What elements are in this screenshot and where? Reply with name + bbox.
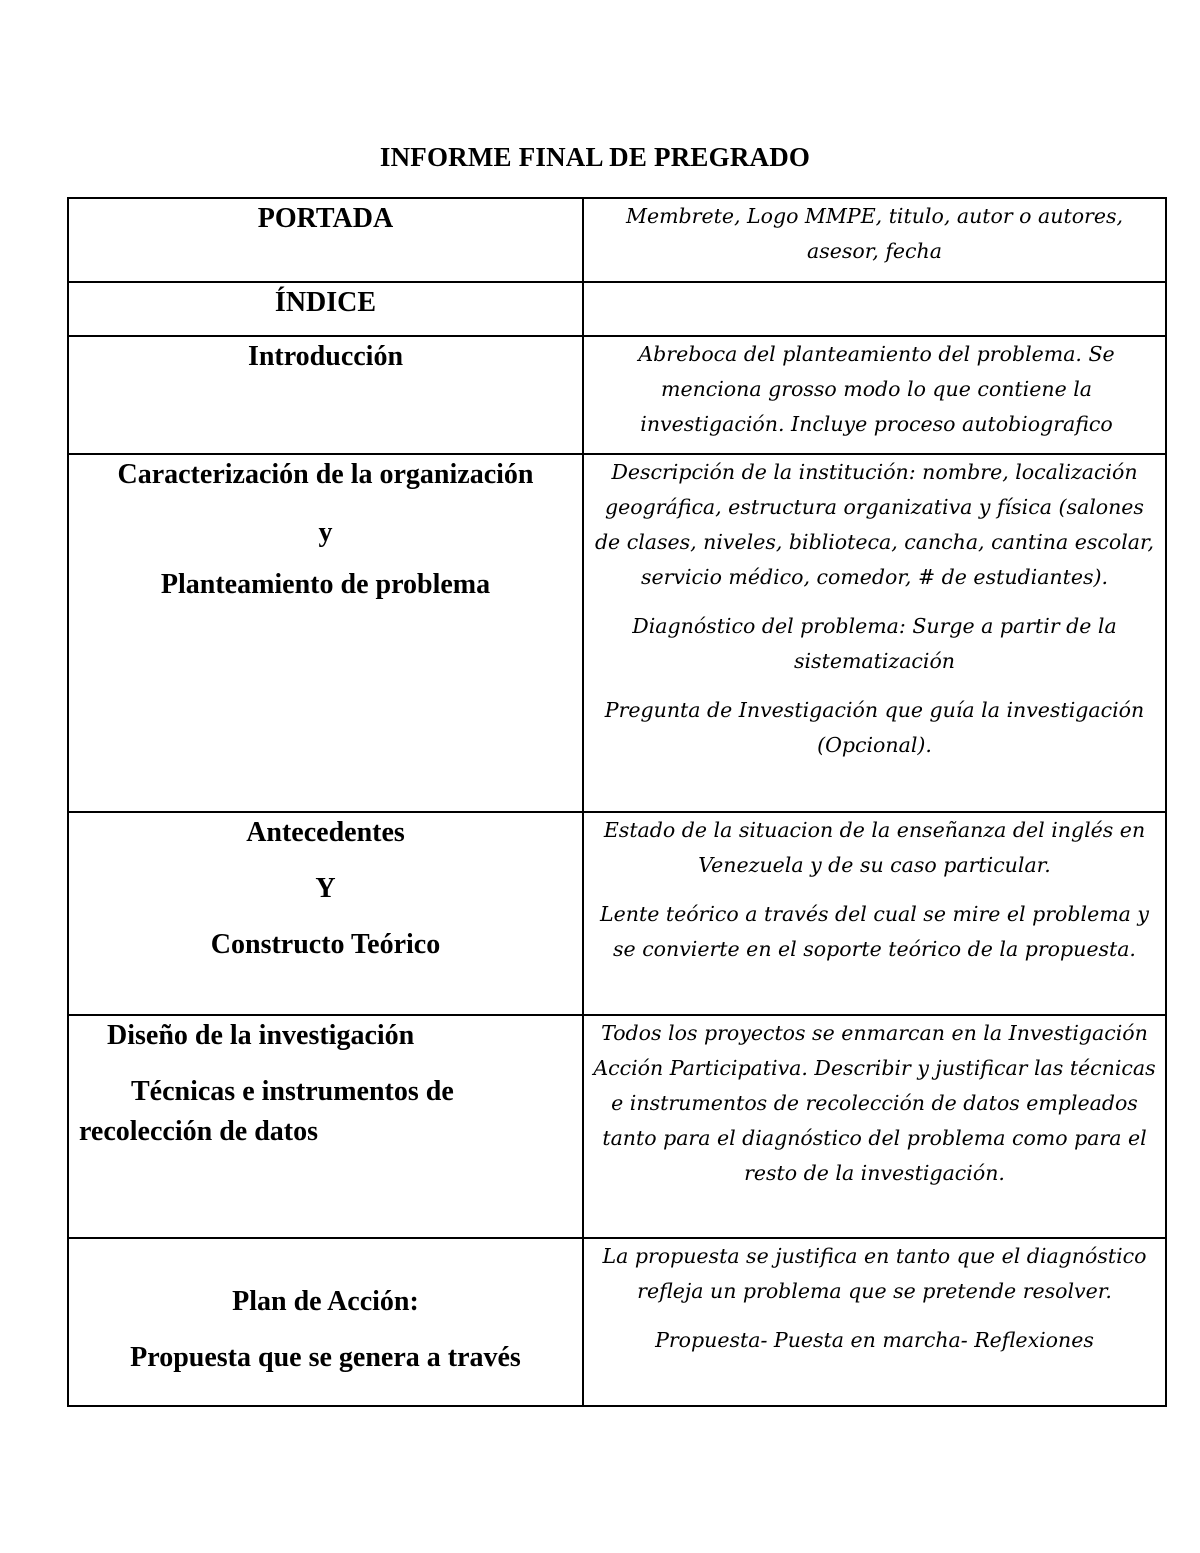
section-description-cell (583, 1015, 1166, 1238)
section-name-cell (68, 336, 583, 454)
section-name: Caracterización de la organización (117, 459, 534, 490)
section-description: Descripción de la institución: nombre, localización geográfica, estructura organizativa y física (salones de clases, niveles, biblioteca, cancha, cantina escolar, servicio médico, comedor, # de estudiantes). (594, 460, 1155, 589)
section-description: Diagnóstico del problema: Surge a partir de la sistematización (632, 614, 1117, 673)
section-name: Planteamiento de problema (160, 569, 491, 600)
section-description: Abreboca del planteamiento del problema. Se menciona grosso modo lo que contiene la investigación. Incluye proceso autobiografico (638, 342, 1115, 436)
section-description-cell (583, 336, 1166, 454)
table-row (68, 282, 1166, 336)
section-connector: Y (315, 873, 336, 904)
section-description-cell (583, 198, 1166, 282)
section-name-cell (68, 1015, 583, 1238)
section-name-cell (68, 812, 583, 1015)
section-name-cell (68, 1238, 583, 1406)
section-name: Antecedentes (246, 817, 405, 848)
section-description: La propuesta se justifica en tanto que el diagnóstico refleja un problema que se pretende resolver. (602, 1244, 1147, 1303)
section-description-cell (583, 454, 1166, 812)
table-row (68, 336, 1166, 454)
section-description-cell (583, 812, 1166, 1015)
section-description: Membrete, Logo MMPE, titulo, autor o autores, asesor, fecha (625, 204, 1124, 263)
section-name: Diseño de la investigación (107, 1020, 415, 1051)
section-name: PORTADA (257, 203, 394, 234)
table-row (68, 1015, 1166, 1238)
section-name: Técnicas e instrumentos de recolección de datos (79, 1076, 454, 1147)
section-description: Pregunta de Investigación que guía la investigación (Opcional). (604, 698, 1145, 757)
section-name-cell (68, 282, 583, 336)
section-description: Estado de la situacion de la enseñanza del inglés en Venezuela y de su caso particular. (603, 818, 1146, 877)
section-description-cell (583, 1238, 1166, 1406)
section-name-cell (68, 198, 583, 282)
section-name: Propuesta que se genera a través (130, 1342, 521, 1373)
section-description: Propuesta- Puesta en marcha- Reflexiones (655, 1328, 1094, 1352)
section-name: Constructo Teórico (210, 929, 441, 960)
section-name-cell (68, 454, 583, 812)
section-name: Plan de Acción: (232, 1286, 419, 1317)
section-description: Todos los proyectos se enmarcan en la Investigación Acción Participativa. Describir y justificar las técnicas e instrumentos de recolección de datos empleados tanto para el diagnóstico del problema como para el resto de la investigación. (593, 1021, 1156, 1185)
table-row (68, 1238, 1166, 1406)
table-row (68, 454, 1166, 812)
section-description-cell (583, 282, 1166, 336)
section-name: ÍNDICE (274, 287, 377, 318)
document-title: INFORME FINAL DE PREGRADO (379, 142, 811, 172)
section-name: Introducción (247, 341, 404, 372)
table-row (68, 198, 1166, 282)
section-description: Lente teórico a través del cual se mire el problema y se convierte en el soporte teórico de la propuesta. (600, 902, 1149, 961)
report-structure-table (67, 197, 1167, 1407)
table-row (68, 812, 1166, 1015)
section-connector: y (318, 517, 333, 548)
